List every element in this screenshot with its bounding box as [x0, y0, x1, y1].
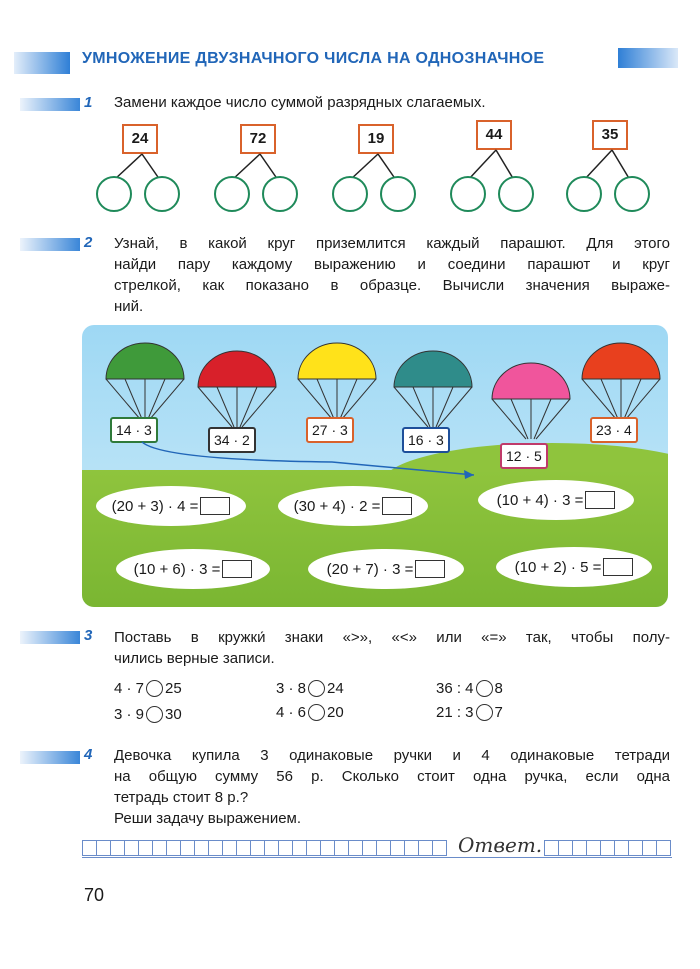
task-4-text — [114, 745, 670, 829]
grid-cell — [152, 840, 166, 856]
number-box: 72 — [240, 124, 276, 154]
grid-cell — [404, 840, 418, 856]
text-line: Узнай, в какой круг приземлится каждый парашют. Для этого — [114, 235, 670, 252]
cmp-left: 4 · 7 — [114, 680, 145, 697]
answer-circle[interactable] — [380, 176, 416, 212]
sign-circle[interactable] — [308, 704, 325, 721]
text-line: тетрадь стоит 8 р.? — [114, 789, 249, 806]
cmp-right: 20 — [327, 704, 344, 721]
grid-cell — [250, 840, 264, 856]
landing-oval[interactable] — [116, 549, 270, 589]
comparison — [436, 704, 503, 721]
grid-cell — [278, 840, 292, 856]
grid-cell — [432, 840, 446, 856]
oval-expression: (10 + 6) · 3 = — [133, 560, 221, 578]
task-3-stripe — [20, 631, 80, 644]
grid-cell — [642, 840, 656, 856]
cmp-right: 25 — [165, 680, 182, 697]
answer-circle[interactable] — [144, 176, 180, 212]
cmp-right: 8 — [494, 680, 503, 697]
text-line: найди пару каждому выражению и соедини парашют и круг — [114, 256, 670, 273]
text-line: стрелкой, как показано в образце. Вычисли значения выраже- — [114, 277, 670, 294]
header-stripe-left — [14, 52, 70, 74]
oval-expression: (20 + 3) · 4 = — [111, 497, 199, 515]
grid-cell — [194, 840, 208, 856]
grid-cell — [544, 840, 558, 856]
cmp-left: 3 · 8 — [276, 680, 307, 697]
task-4-stripe — [20, 751, 80, 764]
landing-oval[interactable] — [478, 480, 634, 520]
answer-box[interactable] — [222, 560, 252, 578]
parachute-label: 34 · 2 — [208, 427, 256, 453]
answer-circle[interactable] — [498, 176, 534, 212]
landing-oval[interactable] — [96, 486, 246, 526]
grid-cell — [306, 840, 320, 856]
grid-cell — [110, 840, 124, 856]
answer-word: Ответ. — [458, 833, 543, 857]
text-line: чились верные записи. — [114, 650, 275, 667]
grid-cell — [418, 840, 432, 856]
grid-cell — [376, 840, 390, 856]
decomposition-group — [92, 124, 192, 214]
grid-cell — [600, 840, 614, 856]
grid-cell — [124, 840, 138, 856]
text-line: Поставь в кружки́ знаки «>», «<» или «=» так, чтобы полу- — [114, 629, 670, 646]
grid-cell — [96, 840, 110, 856]
answer-box[interactable] — [382, 497, 412, 515]
answer-box[interactable] — [415, 560, 445, 578]
task-3-text — [114, 627, 670, 669]
sign-circle[interactable] — [476, 680, 493, 697]
answer-circle[interactable] — [450, 176, 486, 212]
sign-circle[interactable] — [476, 704, 493, 721]
comparison — [114, 706, 182, 723]
page-title: УМНОЖЕНИЕ ДВУЗНАЧНОГО ЧИСЛА НА ОДНОЗНАЧНОЕ — [82, 50, 545, 67]
answer-grid-right[interactable] — [544, 840, 671, 856]
task-2-stripe — [20, 238, 80, 251]
sign-circle[interactable] — [146, 706, 163, 723]
grid-cell — [222, 840, 236, 856]
cmp-left: 36 : 4 — [436, 680, 474, 697]
landing-oval[interactable] — [308, 549, 464, 589]
grid-cell — [348, 840, 362, 856]
grid-cell — [362, 840, 376, 856]
task-1-stripe — [20, 98, 80, 111]
answer-box[interactable] — [585, 491, 615, 509]
grid-cell — [586, 840, 600, 856]
task-1-number: 1 — [84, 94, 93, 111]
decomposition-group — [446, 120, 546, 214]
text-line: Реши задачу выражением. — [114, 810, 302, 827]
grid-baseline — [82, 857, 672, 858]
number-box: 44 — [476, 120, 512, 150]
number-box: 35 — [592, 120, 628, 150]
oval-expression: (10 + 2) · 5 = — [514, 558, 602, 576]
cmp-left: 3 · 9 — [114, 706, 145, 723]
grid-cell — [572, 840, 586, 856]
comparison — [436, 680, 503, 697]
grid-cell — [166, 840, 180, 856]
oval-expression: (30 + 4) · 2 = — [293, 497, 381, 515]
parachute-label: 23 · 4 — [590, 417, 638, 443]
number-box: 19 — [358, 124, 394, 154]
page-number: 70 — [84, 885, 105, 905]
answer-circle[interactable] — [332, 176, 368, 212]
answer-circle[interactable] — [214, 176, 250, 212]
task-2-number: 2 — [84, 234, 93, 251]
text-line: ний. — [114, 298, 144, 315]
grid-cell — [292, 840, 306, 856]
grid-cell — [614, 840, 628, 856]
grid-cell — [208, 840, 222, 856]
parachute-label: 14 · 3 — [110, 417, 158, 443]
landing-oval[interactable] — [496, 547, 652, 587]
answer-circle[interactable] — [566, 176, 602, 212]
grid-cell — [320, 840, 334, 856]
task-2-text — [114, 233, 670, 317]
decomposition-group — [328, 124, 428, 214]
comparison — [276, 680, 344, 697]
grid-cell — [138, 840, 152, 856]
parachute-label: 27 · 3 — [306, 417, 354, 443]
cmp-right: 7 — [494, 704, 503, 721]
task-1-text: Замени каждое число суммой разрядных слагаемых. — [114, 94, 486, 111]
answer-circle[interactable] — [262, 176, 298, 212]
cmp-left: 21 : 3 — [436, 704, 474, 721]
grid-cell — [180, 840, 194, 856]
grid-cell — [82, 840, 96, 856]
landing-oval[interactable] — [278, 486, 428, 526]
answer-grid-left[interactable] — [82, 840, 447, 856]
task-3-number: 3 — [84, 627, 93, 644]
text-line: на общую сумму 56 р. Сколько стоит одна ручка, если одна — [114, 768, 670, 785]
header-stripe-right — [618, 48, 678, 68]
task-4-number: 4 — [84, 746, 93, 763]
oval-expression: (10 + 4) · 3 = — [496, 491, 584, 509]
grid-cell — [264, 840, 278, 856]
answer-circle[interactable] — [614, 176, 650, 212]
sign-circle[interactable] — [146, 680, 163, 697]
comparison — [276, 704, 344, 721]
comparison — [114, 680, 182, 697]
oval-expression: (20 + 7) · 3 = — [326, 560, 414, 578]
parachute-label: 12 · 5 — [500, 443, 548, 469]
parachute-scene — [82, 325, 668, 607]
grid-cell — [558, 840, 572, 856]
grid-cell — [236, 840, 250, 856]
number-box: 24 — [122, 124, 158, 154]
cmp-right: 30 — [165, 706, 182, 723]
decomposition-group — [210, 124, 310, 214]
answer-box[interactable] — [200, 497, 230, 515]
parachute-label: 16 · 3 — [402, 427, 450, 453]
cmp-left: 4 · 6 — [276, 704, 307, 721]
answer-circle[interactable] — [96, 176, 132, 212]
grid-cell — [334, 840, 348, 856]
decomposition-group — [562, 120, 662, 214]
text-line: Девочка купила 3 одинаковые ручки и 4 одинаковые тетради — [114, 747, 670, 764]
grid-cell — [390, 840, 404, 856]
grid-cell — [628, 840, 642, 856]
answer-box[interactable] — [603, 558, 633, 576]
sign-circle[interactable] — [308, 680, 325, 697]
grid-cell — [656, 840, 670, 856]
cmp-right: 24 — [327, 680, 344, 697]
